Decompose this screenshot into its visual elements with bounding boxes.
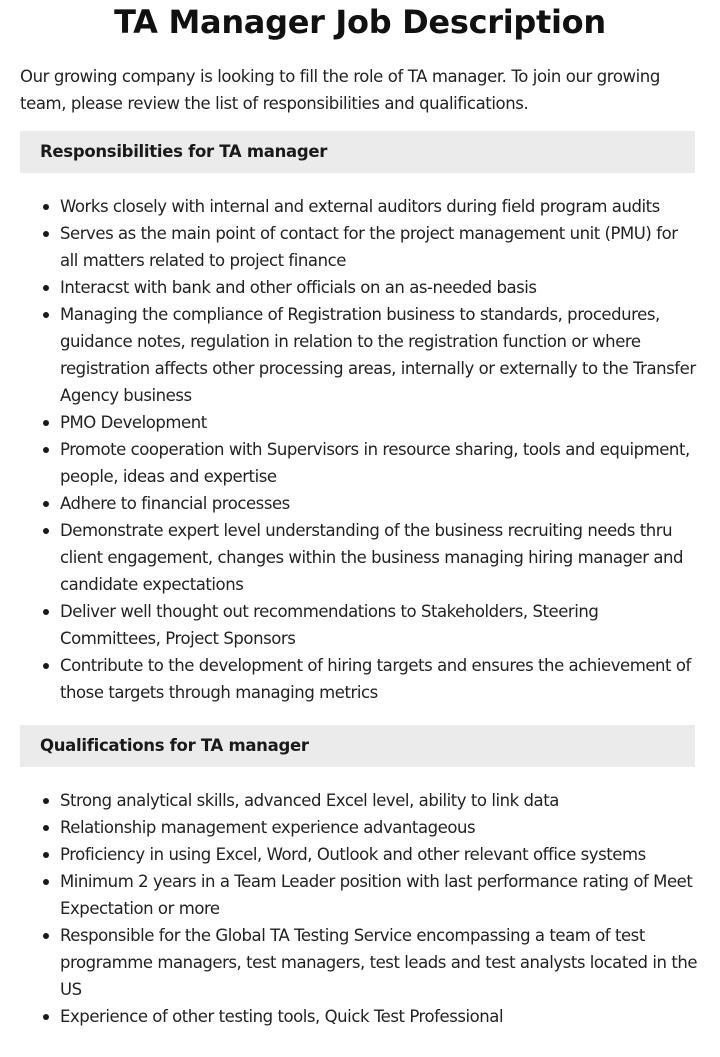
list-item: PMO Development bbox=[60, 409, 700, 436]
list-item: Interacst with bank and other officials on an as-needed basis bbox=[60, 274, 700, 301]
list-item: Serves as the main point of contact for the project management unit (PMU) for all matters related to project finance bbox=[60, 220, 700, 274]
list-item: Demonstrate expert level understanding of the business recruiting needs thru client engagement, changes within the business managing hiring manager and candidate expectations bbox=[60, 517, 700, 598]
list-item: Minimum 2 years in a Team Leader position with last performance rating of Meet Expectation or more bbox=[60, 868, 700, 922]
list-item: Strong analytical skills, advanced Excel level, ability to link data bbox=[60, 787, 700, 814]
qualifications-heading: Qualifications for TA manager bbox=[20, 725, 695, 767]
intro-paragraph: Our growing company is looking to fill the role of TA manager. To join our growing team, please review the list of responsibilities and qualifications. bbox=[20, 67, 660, 113]
list-item: Managing the compliance of Registration business to standards, procedures, guidance notes, regulation in relation to the registration function or where registration affects other processing areas, internally or externally to the Transfer Agency business bbox=[60, 301, 700, 409]
list-item: Promote cooperation with Supervisors in resource sharing, tools and equipment, people, ideas and expertise bbox=[60, 436, 700, 490]
page-title: TA Manager Job Description bbox=[114, 3, 606, 41]
list-item: Works closely with internal and external auditors during field program audits bbox=[60, 193, 700, 220]
list-item: Relationship management experience advantageous bbox=[60, 814, 700, 841]
list-item: Proficiency in using Excel, Word, Outlook and other relevant office systems bbox=[60, 841, 700, 868]
list-item: Responsible for the Global TA Testing Service encompassing a team of test programme managers, test managers, test leads and test analysts located in the US bbox=[60, 922, 700, 1003]
list-item: Contribute to the development of hiring targets and ensures the achievement of those targets through managing metrics bbox=[60, 652, 700, 706]
responsibilities-list bbox=[0, 193, 700, 706]
list-item: Experience of other testing tools, Quick Test Professional bbox=[60, 1003, 700, 1030]
responsibilities-heading: Responsibilities for TA manager bbox=[20, 131, 695, 173]
qualifications-list bbox=[0, 787, 700, 1030]
list-item: Adhere to financial processes bbox=[60, 490, 700, 517]
list-item: Deliver well thought out recommendations to Stakeholders, Steering Committees, Project Sponsors bbox=[60, 598, 700, 652]
